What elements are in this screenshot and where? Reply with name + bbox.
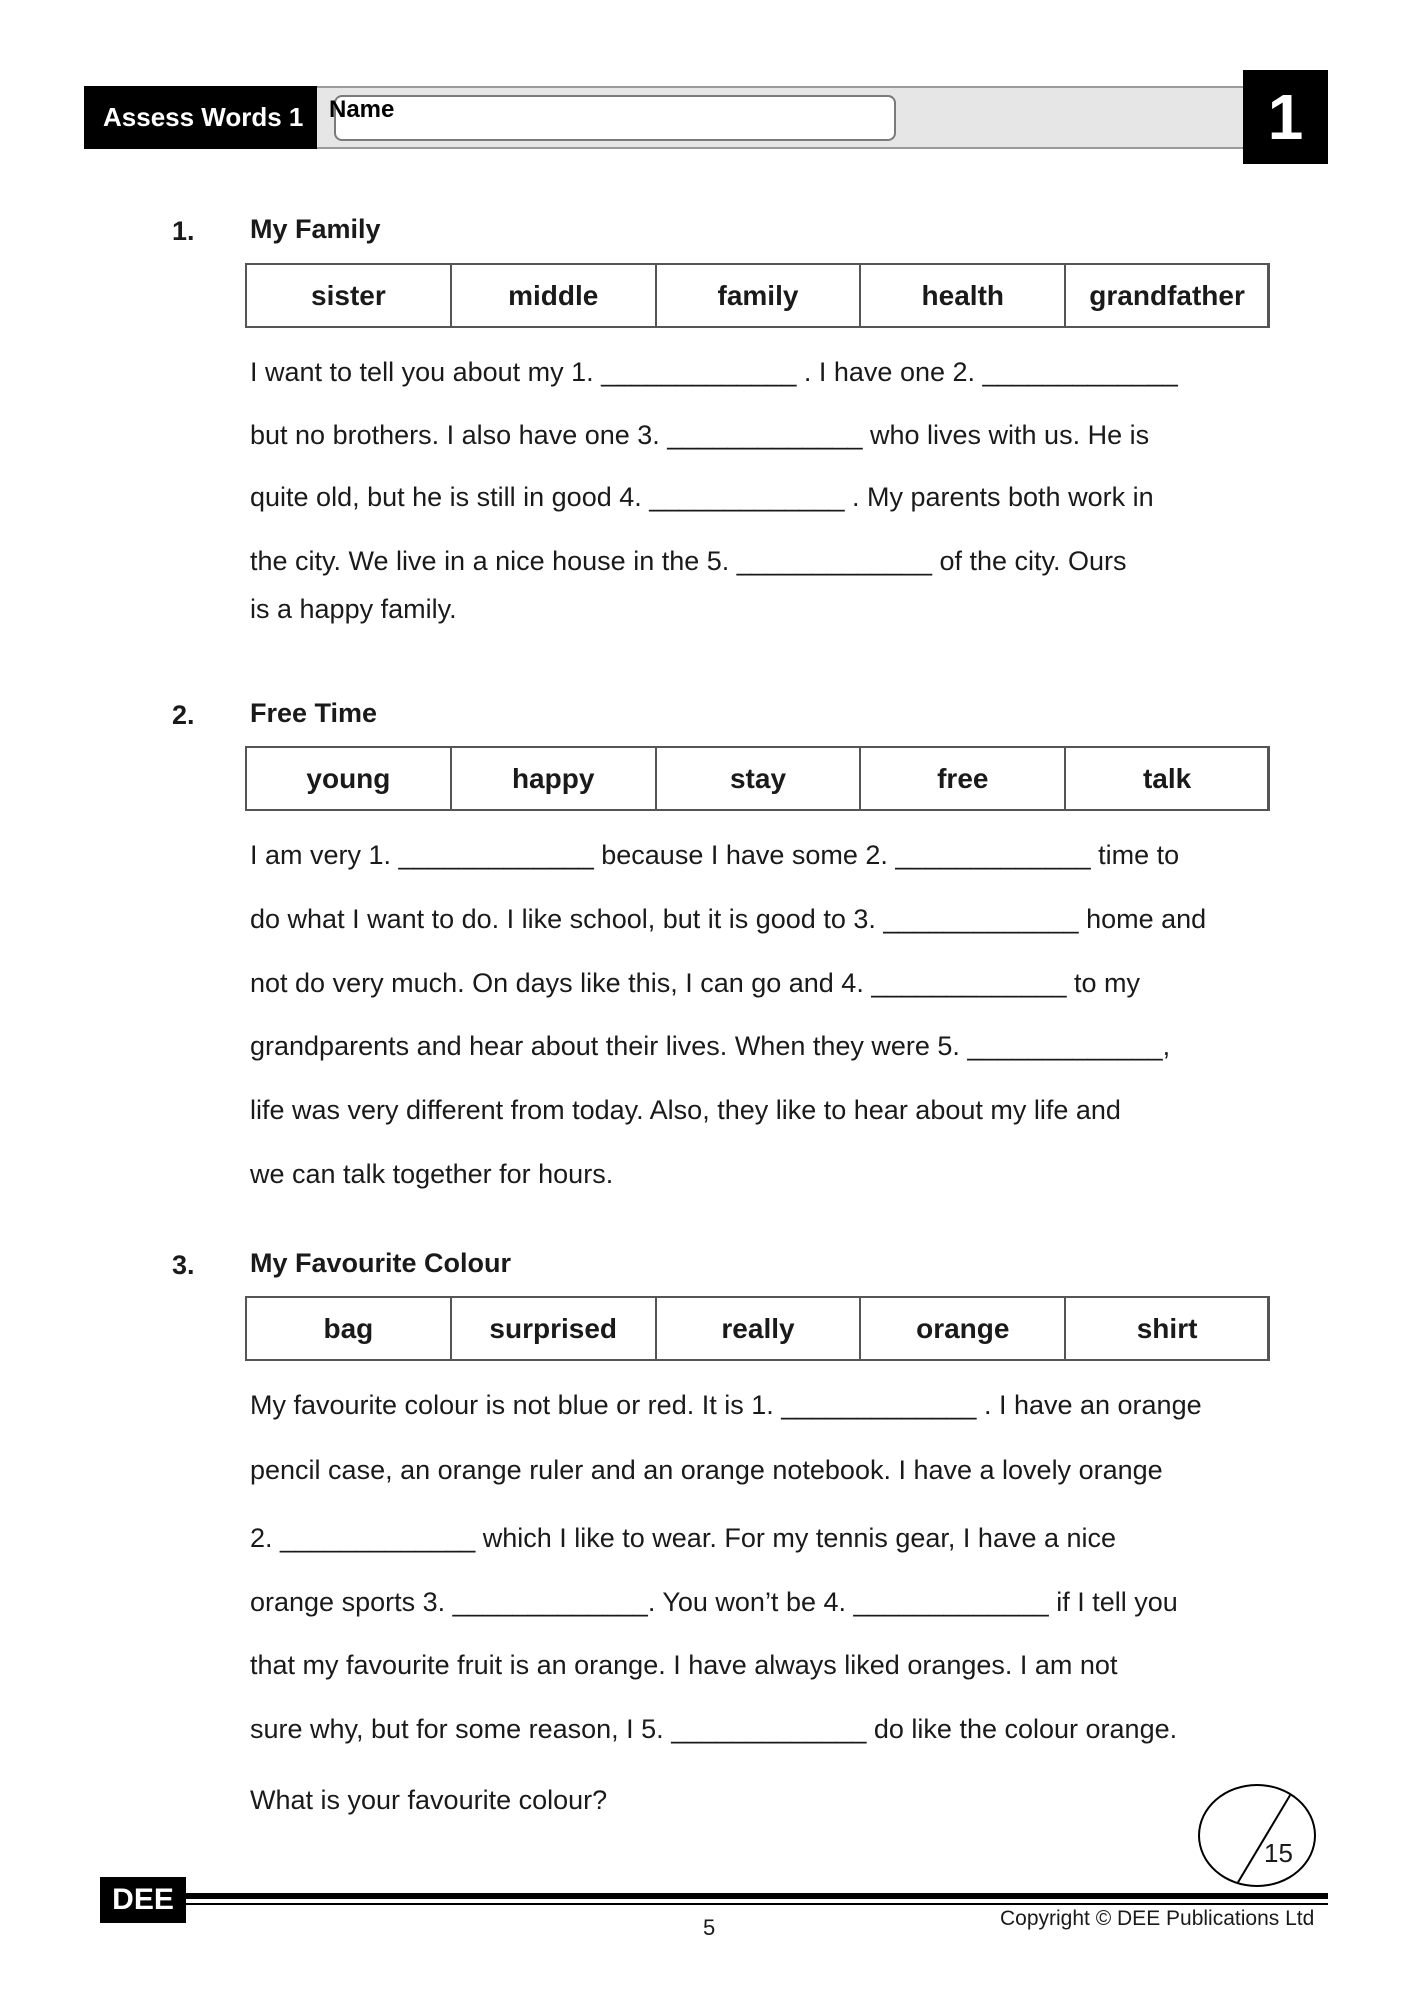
section-1-text-line: is a happy family. [250,594,457,624]
word-bank-item: young [247,748,452,809]
section-2-text-line: grandparents and hear about their lives. When they were 5. _____________, [250,1031,1171,1061]
section-2-text-line: do what I want to do. I like school, but it is good to 3. _____________ home and [250,904,1207,934]
section-3-number: 3. [172,1250,195,1280]
word-bank-item: surprised [452,1298,657,1359]
word-bank-item: really [657,1298,862,1359]
section-2-number: 2. [172,700,195,730]
section-2-text-line: I am very 1. _____________ because I have some 2. _____________ time to [250,840,1180,870]
section-1-text-line: the city. We live in a nice house in the 5. _____________ of the city. Ours [250,546,1127,576]
section-3-title: My Favourite Colour [250,1248,512,1278]
footer-divider [186,1893,1328,1899]
section-3-text-line: sure why, but for some reason, I 5. _____________ do like the colour orange. [250,1714,1178,1744]
name-label: Name [329,96,395,123]
section-2-text-line: life was very different from today. Also, they like to hear about my life and [250,1095,1121,1125]
worksheet-header [84,86,1247,149]
copyright-notice: Copyright © DEE Publications Ltd [1000,1907,1315,1930]
publisher-logo: DEE [100,1877,186,1923]
page-number: 5 [703,1915,716,1940]
word-bank-item: happy [452,748,657,809]
section-3-text-line: What is your favourite colour? [250,1785,608,1815]
word-bank-item: free [861,748,1066,809]
word-bank-item: health [861,265,1066,326]
section-1-title: My Family [250,214,381,244]
section-1-text-line: quite old, but he is still in good 4. _____________ . My parents both work in [250,482,1154,512]
score-circle [1198,1784,1316,1887]
footer-divider-thin [186,1903,1328,1905]
section-2-word-bank [245,746,1268,811]
section-2-title: Free Time [250,698,378,728]
name-field[interactable] [334,95,896,141]
section-2-text-line: not do very much. On days like this, I can go and 4. _____________ to my [250,968,1141,998]
word-bank-item: stay [657,748,862,809]
section-1-number: 1. [172,216,195,246]
section-2-text-line: we can talk together for hours. [250,1159,614,1189]
word-bank-item: bag [247,1298,452,1359]
section-3-text-line: orange sports 3. _____________. You won’t be 4. _____________ if I tell you [250,1587,1178,1617]
section-1-word-bank [245,263,1268,328]
score-total: 15 [1264,1838,1293,1868]
section-3-text-line: My favourite colour is not blue or red. It is 1. _____________ . I have an orange [250,1390,1202,1420]
word-bank-item: talk [1142,762,1192,794]
unit-number-badge: 1 [1243,70,1328,164]
section-3-text-line: pencil case, an orange ruler and an orange notebook. I have a lovely orange [250,1455,1163,1485]
word-bank-item: shirt [1136,1312,1198,1344]
section-1-text-line: but no brothers. I also have one 3. _____________ who lives with us. He is [250,420,1150,450]
word-bank-item: middle [452,265,657,326]
section-3-text-line: 2. _____________ which I like to wear. For my tennis gear, I have a nice [250,1523,1117,1553]
word-bank-item: orange [861,1298,1066,1359]
word-bank-item: sister [247,265,452,326]
section-3-word-bank [245,1296,1268,1361]
assessment-title: Assess Words 1 [84,86,317,149]
section-3-text-line: that my favourite fruit is an orange. I have always liked oranges. I am not [250,1650,1118,1680]
section-1-text-line: I want to tell you about my 1. _____________ . I have one 2. _____________ [250,357,1178,387]
word-bank-item: family [657,265,862,326]
word-bank-item: grandfather [1089,279,1245,311]
